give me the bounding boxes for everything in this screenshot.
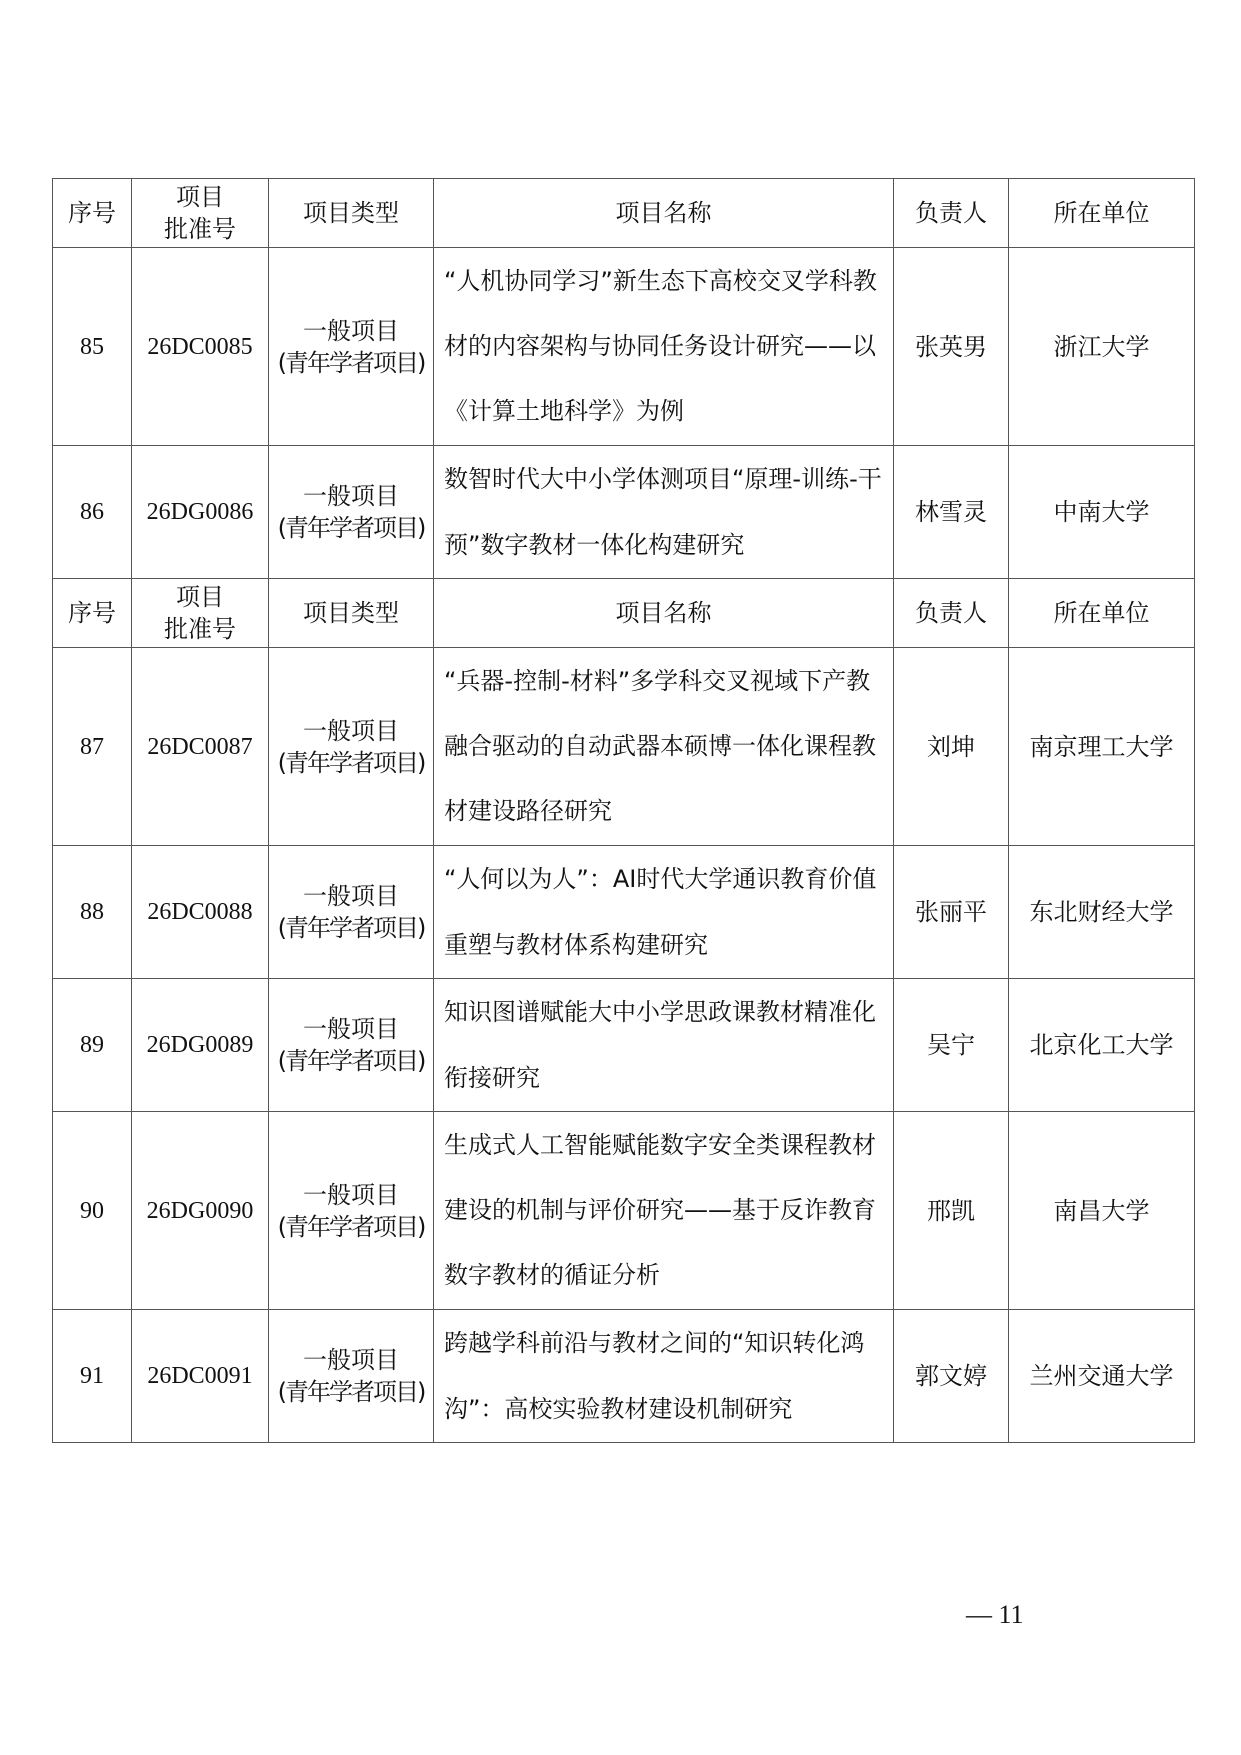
- header-approval: [132, 179, 269, 248]
- row-type-sub: (青年学者项目): [277, 514, 425, 542]
- row-unit: 中南大学: [1009, 446, 1195, 579]
- header-unit: 所在单位: [1009, 179, 1195, 248]
- row-approval: 26DC0088: [132, 846, 269, 979]
- row-type: [269, 979, 434, 1112]
- row-type-sub: (青年学者项目): [277, 748, 425, 777]
- row-approval: 26DC0085: [132, 248, 269, 446]
- row-project-name: 数智时代大中小学体测项目“原理-训练-干预”数字教材一体化构建研究: [434, 446, 894, 579]
- row-unit: 兰州交通大学: [1009, 1310, 1195, 1443]
- row-type-sub: (青年学者项目): [277, 1047, 425, 1075]
- row-project-name: 跨越学科前沿与教材之间的“知识转化鸿沟”：高校实验教材建设机制研究: [434, 1310, 894, 1443]
- table-row: [53, 846, 1195, 979]
- row-type-sub: (青年学者项目): [277, 348, 425, 377]
- header-approval: [132, 579, 269, 648]
- table-row: [53, 1310, 1195, 1443]
- row-approval: 26DC0091: [132, 1310, 269, 1443]
- table-row: [53, 446, 1195, 579]
- row-type-main: 一般项目: [303, 1015, 399, 1043]
- row-seq: 89: [53, 979, 132, 1112]
- project-table: [52, 178, 1195, 1443]
- row-approval: 26DC0087: [132, 648, 269, 846]
- header-seq: 序号: [53, 579, 132, 648]
- row-leader: 邢凯: [894, 1112, 1009, 1310]
- table-header-row: [53, 179, 1195, 248]
- table-row: [53, 1112, 1195, 1310]
- header-seq: 序号: [53, 179, 132, 248]
- header-approval-line2: 批准号: [164, 215, 236, 243]
- row-type-main: 一般项目: [303, 316, 399, 345]
- row-type-sub: (青年学者项目): [277, 1378, 425, 1406]
- table-row: [53, 979, 1195, 1112]
- row-type: [269, 846, 434, 979]
- row-type: [269, 1310, 434, 1443]
- row-project-name: “人机协同学习”新生态下高校交叉学科教材的内容架构与协同任务设计研究——以《计算土地科学》为例: [434, 248, 894, 446]
- row-leader: 刘坤: [894, 648, 1009, 846]
- row-leader: 张丽平: [894, 846, 1009, 979]
- row-leader: 林雪灵: [894, 446, 1009, 579]
- row-seq: 87: [53, 648, 132, 846]
- row-project-name: 知识图谱赋能大中小学思政课教材精准化衔接研究: [434, 979, 894, 1112]
- row-seq: 90: [53, 1112, 132, 1310]
- row-approval: 26DG0086: [132, 446, 269, 579]
- row-seq: 85: [53, 248, 132, 446]
- row-type-main: 一般项目: [303, 882, 399, 910]
- table-row: [53, 248, 1195, 446]
- row-leader: 张英男: [894, 248, 1009, 446]
- row-type-sub: (青年学者项目): [277, 1212, 425, 1241]
- header-approval-line2: 批准号: [164, 615, 236, 643]
- row-type: [269, 248, 434, 446]
- row-seq: 88: [53, 846, 132, 979]
- row-seq: 86: [53, 446, 132, 579]
- row-unit: 浙江大学: [1009, 248, 1195, 446]
- row-type-main: 一般项目: [303, 1180, 399, 1209]
- header-name: 项目名称: [434, 579, 894, 648]
- row-project-name: “人何以为人”：AI时代大学通识教育价值重塑与教材体系构建研究: [434, 846, 894, 979]
- header-type: 项目类型: [269, 579, 434, 648]
- row-type-main: 一般项目: [303, 482, 399, 510]
- row-type: [269, 1112, 434, 1310]
- header-unit: 所在单位: [1009, 579, 1195, 648]
- table-header-row: [53, 579, 1195, 648]
- row-leader: 郭文婷: [894, 1310, 1009, 1443]
- page-number: — 11: [966, 1600, 1024, 1629]
- row-seq: 91: [53, 1310, 132, 1443]
- row-project-name: 生成式人工智能赋能数字安全类课程教材建设的机制与评价研究——基于反诈教育数字教材的循证分析: [434, 1112, 894, 1310]
- row-type-sub: (青年学者项目): [277, 914, 425, 942]
- row-type: [269, 648, 434, 846]
- row-type-main: 一般项目: [303, 1346, 399, 1374]
- row-unit: 东北财经大学: [1009, 846, 1195, 979]
- row-project-name: “兵器-控制-材料”多学科交叉视域下产教融合驱动的自动武器本硕博一体化课程教材建设路径研究: [434, 648, 894, 846]
- row-unit: 南昌大学: [1009, 1112, 1195, 1310]
- row-type: [269, 446, 434, 579]
- row-unit: 北京化工大学: [1009, 979, 1195, 1112]
- row-approval: 26DG0089: [132, 979, 269, 1112]
- row-unit: 南京理工大学: [1009, 648, 1195, 846]
- row-type-main: 一般项目: [303, 716, 399, 745]
- row-approval: 26DG0090: [132, 1112, 269, 1310]
- header-leader: 负责人: [894, 579, 1009, 648]
- header-name: 项目名称: [434, 179, 894, 248]
- header-approval-line1: 项目: [176, 583, 224, 611]
- row-leader: 吴宁: [894, 979, 1009, 1112]
- header-leader: 负责人: [894, 179, 1009, 248]
- header-type: 项目类型: [269, 179, 434, 248]
- table-row: [53, 648, 1195, 846]
- header-approval-line1: 项目: [176, 183, 224, 211]
